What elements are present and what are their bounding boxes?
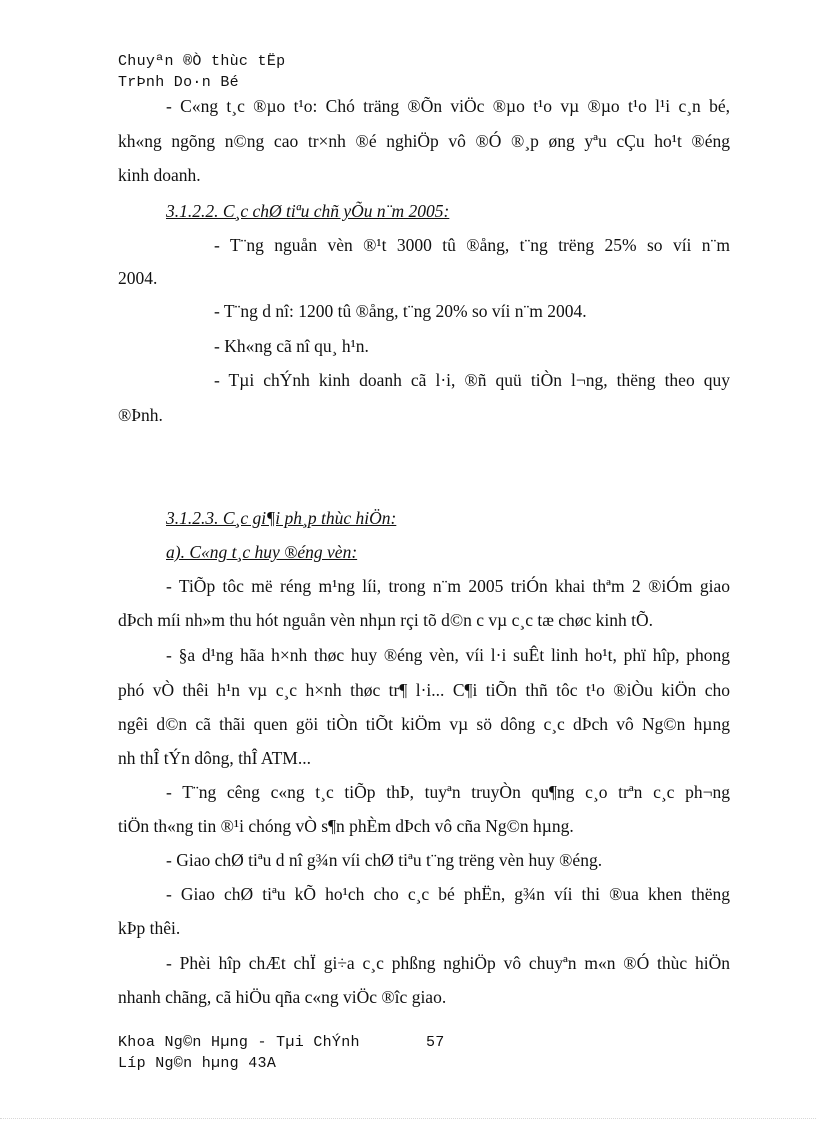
section-heading: 3.1.2.3. C¸c gi¶i ph¸p thùc hiÖn: xyxy=(166,508,397,528)
subsection-heading: a). C«ng t¸c huy ®éng vèn: xyxy=(166,542,358,562)
paragraph-line: 2004. xyxy=(118,268,158,288)
paragraph-line: tiÖn th«ng tin ®¹i chóng vÒ s¶n phÈm dÞch vô cña Ng©n hµng. xyxy=(118,816,574,836)
paragraph-line: phó vÒ thêi h¹n vµ c¸c h×nh thøc tr¶ l·i... C¶i tiÕn thñ tôc t¹o ®iÒu kiÖn cho xyxy=(118,680,730,700)
page-number: 57 xyxy=(426,1034,445,1051)
header-author: TrÞnh Do·n Bé xyxy=(118,74,239,91)
paragraph-line: - T¨ng cêng c«ng t¸c tiÕp thÞ, tuyªn truyÒn qu¶ng c¸o trªn c¸c ph¬ng xyxy=(166,782,730,802)
paragraph-line: - T¨ng d nî: 1200 tû ®ång, t¨ng 20% so víi n¨m 2004. xyxy=(214,301,587,321)
paragraph-line: nhanh chãng, cã hiÖu qña c«ng viÖc ®îc giao. xyxy=(118,987,447,1007)
paragraph-line: - §a d¹ng hãa h×nh thøc huy ®éng vèn, víi l·i suÊt linh ho¹t, phï hîp, phong xyxy=(166,645,730,665)
paragraph-line: dÞch míi nh»m thu hót nguån vèn nhµn rçi tõ d©n c vµ c¸c tæ chøc kinh tÕ. xyxy=(118,610,654,630)
footer-class: Líp Ng©n hµng 43A xyxy=(118,1055,277,1072)
section-heading: 3.1.2.2. C¸c chØ tiªu chñ yÕu n¨m 2005: xyxy=(166,201,450,221)
footer-faculty: Khoa Ng©n Hµng - Tµi ChÝnh xyxy=(118,1034,360,1051)
paragraph-line: - Giao chØ tiªu d nî g¾n víi chØ tiªu t¨ng trëng vèn huy ®éng. xyxy=(166,850,603,870)
paragraph-line: ngêi d©n cã thãi quen göi tiÒn tiÕt kiÖm vµ sö dông c¸c dÞch vô Ng©n hµng xyxy=(118,714,730,734)
header-title: Chuyªn ®Ò thùc tËp xyxy=(118,53,286,70)
paragraph-line: kÞp thêi. xyxy=(118,918,181,938)
paragraph-line: nh thÎ tÝn dông, thÎ ATM... xyxy=(118,748,311,768)
paragraph-line: - Phèi hîp chÆt chÏ gi÷a c¸c phßng nghiÖp vô chuyªn m«n ®Ó thùc hiÖn xyxy=(166,953,730,973)
paragraph-line: ®Þnh. xyxy=(118,405,163,425)
paragraph-line: - Kh«ng cã nî qu¸ h¹n. xyxy=(214,336,369,356)
paragraph-line: - TiÕp tôc më réng m¹ng líi, trong n¨m 2005 triÓn khai thªm 2 ®iÓm giao xyxy=(166,576,730,596)
paragraph-line: kinh doanh. xyxy=(118,165,201,185)
bottom-divider xyxy=(0,1118,816,1119)
paragraph-line: - Tµi chÝnh kinh doanh cã l·i, ®ñ quü tiÒn l¬ng, thëng theo quy xyxy=(214,370,730,390)
paragraph-line: kh«ng ngõng n©ng cao tr×nh ®é nghiÖp vô ®Ó ®¸p øng yªu cÇu ho¹t ®éng xyxy=(118,131,730,151)
paragraph-line: - T¨ng nguån vèn ®¹t 3000 tû ®ång, t¨ng trëng 25% so víi n¨m xyxy=(214,235,730,255)
paragraph-line: - Giao chØ tiªu kÕ ho¹ch cho c¸c bé phËn, g¾n víi thi ®ua khen thëng xyxy=(166,884,730,904)
paragraph-line: - C«ng t¸c ®µo t¹o: Chó träng ®Õn viÖc ®µo t¹o vµ ®µo t¹o l¹i c¸n bé, xyxy=(166,96,730,116)
